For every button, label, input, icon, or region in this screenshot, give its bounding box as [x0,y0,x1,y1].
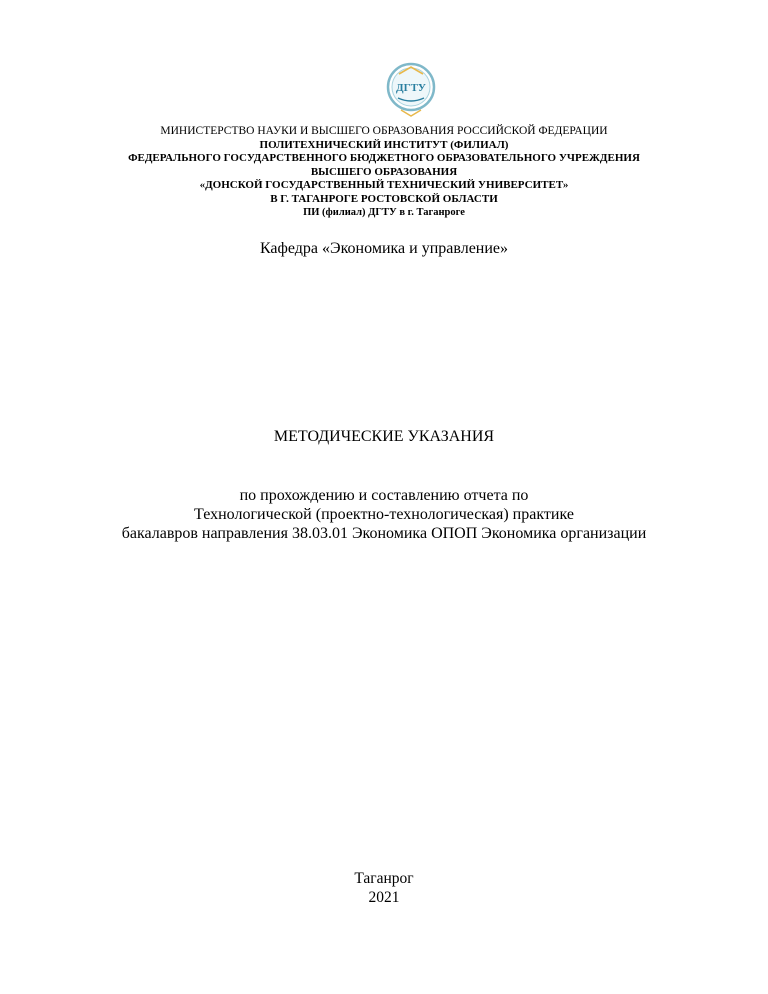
institution-header [0,125,768,220]
institute-line: ПОЛИТЕХНИЧЕСКИЙ ИНСТИТУТ (ФИЛИАЛ) [259,138,509,151]
department-name: Кафедра «Экономика и управление» [259,240,509,257]
year: 2021 [368,889,400,906]
university-logo [385,60,437,120]
document-title: МЕТОДИЧЕСКИЕ УКАЗАНИЯ [273,428,495,445]
short-name-line: ПИ (филиал) ДГТУ в г. Таганроге [303,207,465,218]
location-line: В Г. ТАГАНРОГЕ РОСТОВСКОЙ ОБЛАСТИ [270,192,498,205]
subtitle-line-1: по прохождению и составлению отчета по [239,487,529,504]
document-footer [0,869,768,907]
subtitle-line-2: Технологической (проектно-технологическая) практике [194,506,574,523]
federal-line: ФЕДЕРАЛЬНОГО ГОСУДАРСТВЕННОГО БЮДЖЕТНОГО ОБРАЗОВАТЕЛЬНОГО УЧРЕЖДЕНИЯ [128,152,640,164]
document-subtitle [0,486,768,543]
higher-education-line: ВЫСШЕГО ОБРАЗОВАНИЯ [310,165,458,178]
city: Таганрог [354,870,414,887]
logo-text: ДГТУ [396,82,426,94]
subtitle-line-3: бакалавров направления 38.03.01 Экономика ОПОП Экономика организации [121,525,647,542]
university-line: «ДОНСКОЙ ГОСУДАРСТВЕННЫЙ ТЕХНИЧЕСКИЙ УНИВЕРСИТЕТ» [199,179,569,191]
ministry-line: МИНИСТЕРСТВО НАУКИ И ВЫСШЕГО ОБРАЗОВАНИЯ РОССИЙСКОЙ ФЕДЕРАЦИИ [160,125,608,137]
